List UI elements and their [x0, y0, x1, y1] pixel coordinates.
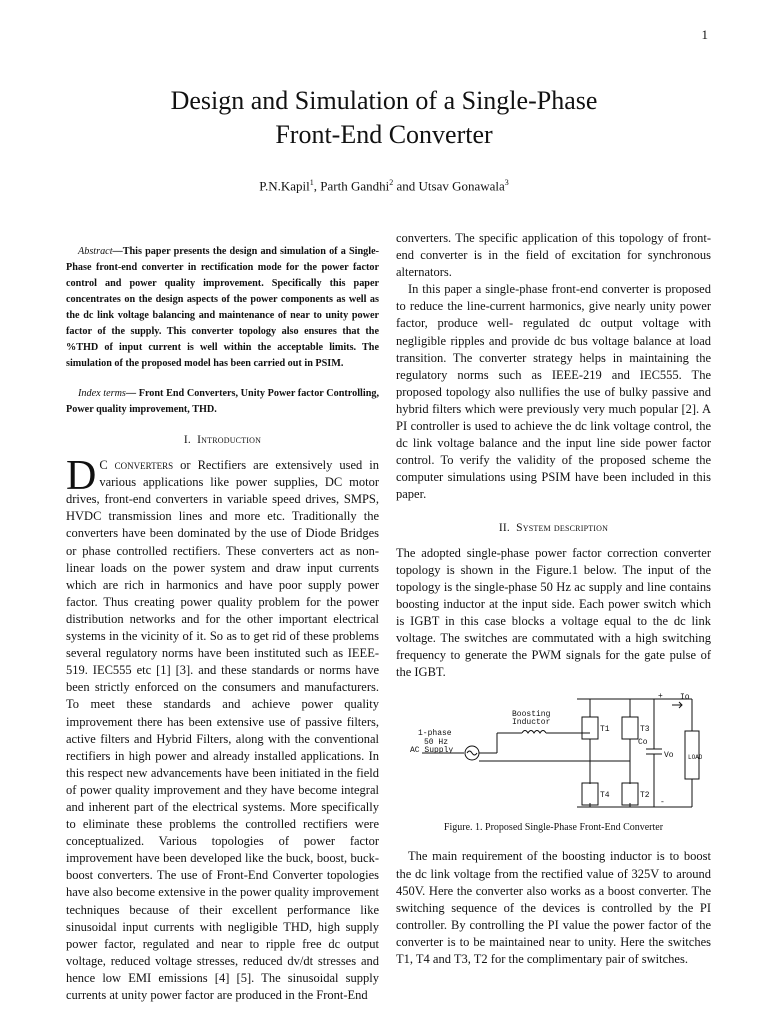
- title-line-1: Design and Simulation of a Single-Phase: [170, 86, 598, 115]
- system-description-paragraph-2: The main requirement of the boosting inductor is to boost the dc link voltage from the rectified value of 325V to around 450V. Here the converter also works as a boost converter. The switching sequence of the devices is controlled by the PI controller. By controlling the PI value the power factor of the converter is to be maintained near to unity. Here the switches T1, T4 and T3, T2 for the complimentary pair of switches.: [396, 849, 711, 966]
- igbt-t4: [582, 783, 598, 805]
- author-1: P.N.Kapil: [259, 178, 310, 194]
- title-line-2: Front-End Converter: [275, 120, 493, 149]
- label-1-phase: 1-phase: [418, 729, 452, 739]
- label-plus: +: [658, 692, 663, 702]
- section-title: Introduction: [197, 434, 262, 446]
- label-load: LOAD: [688, 754, 702, 762]
- author-3-affiliation: 3: [504, 178, 509, 187]
- index-terms-text: — Front End Converters, Unity Power factor Controlling, Power quality improvement, THD.: [66, 388, 380, 415]
- right-column: [396, 230, 711, 968]
- section-title: System description: [516, 521, 609, 534]
- label-minus: -: [660, 798, 665, 808]
- label-ac-supply: AC Supply: [410, 746, 454, 756]
- abstract-dash: —: [112, 246, 123, 257]
- section-heading-introduction: [66, 432, 379, 449]
- index-terms-label: Index terms: [78, 388, 126, 399]
- igbt-t3: [622, 717, 638, 739]
- intro-continuation: converters. The specific application of this topology of front-end converter is in the field of excitation for synchronous alternators.: [396, 231, 711, 280]
- label-io: Io: [680, 693, 690, 703]
- author-3: and Utsav Gonawala: [393, 178, 505, 194]
- boost-inductor: [522, 731, 546, 734]
- label-boosting: Boosting: [512, 710, 551, 720]
- paper-title: [60, 84, 708, 152]
- section-heading-system-description: [396, 520, 711, 537]
- label-50hz: 50 Hz: [424, 738, 449, 748]
- page-number: 1: [701, 27, 708, 42]
- label-t3: T3: [640, 725, 650, 735]
- index-terms: [66, 386, 379, 418]
- drop-cap: D: [66, 453, 97, 500]
- label-t2: T2: [640, 791, 650, 801]
- figure-1-caption: Figure. 1. Proposed Single-Phase Front-End Converter: [443, 822, 664, 834]
- author-1-affiliation: 1: [309, 178, 314, 187]
- label-t1: T1: [600, 725, 610, 735]
- intro-first-words: C converters: [99, 458, 174, 473]
- abstract-text: This paper presents the design and simulation of a Single-Phase front-end converter in rectification mode for the power factor control and power quality improvement. Specifically this paper concentrates on the design aspects of the power components as well as the dc link voltage balancing and maintenance of near to unity power factor of the supply. This converter topology also ensures that the %THD of input current is well within the acceptable limits. The simulation of the proposed model has been carried out in PSIM.: [66, 246, 379, 369]
- igbt-t2: [622, 783, 638, 805]
- label-co: Co: [638, 738, 648, 748]
- system-description-paragraph-1: The adopted single-phase power factor correction converter topology is shown in the Figure.1 below. The input of the topology is the single-phase 50 Hz ac supply and line contains boosting inductor at the input side. Each power switch which is IGBT in this case blocks a voltage equal to the dc link voltage. The switches are commutated with a high switching frequency to generate the PWM signals for the gate pulse of the IGBT.: [396, 545, 711, 680]
- author-2: , Parth Gandhi: [313, 178, 390, 194]
- abstract-label: Abstract: [78, 246, 113, 257]
- label-inductor: Inductor: [512, 718, 551, 728]
- intro-body-text: or Rectifiers are extensively used in various applications like power supplies, DC motor drives, front-end converters in variable speed drives, SMPS, HVDC transmission lines and more etc. Traditionally the converters have been dominated by the use of Diode Bridges or phase controlled rectifiers. These converters act as non-linear loads on the power system and draw input currents which are rich in harmonics and have poor supply power factor. Thus creating power quality problem for the power distribution networks and for the other important electrical systems in the vicinity of it. So as to get rid of these problems several regulatory norms have been instituted such as IEEE-519. IEC555 etc [1] [3]. and these standards or norms have been strictly enforced on the consumers and manufacturers. To meet these standards and achieve power quality improvement there has been extensive use of passive filters, active filters and Hybrid Filters, along with the conventional rectifiers in high power and already installed applications. In this respect new advancements have been initiated in the field of power quality improvement and they have become integral and inherent part of the electrical systems. More specifically to eliminate these problems the controlled rectifiers were conceptualized. Various topologies of power factor improvement have been developed like the buck, boost, buck-boost converters. The use of Front-End Converter topologies have also become extensive in the power quality improvement techniques because of their excellent performance like sinusoidal input currents with negligible THD, high supply power factor, regulated and near to ripple free dc output voltage, reduced voltage stresses, reduced dv/dt stresses and hence low EMI emissions [4] [5]. The sinusoidal supply currents at unity power factor are produced in the Front-End: [66, 458, 379, 1002]
- label-t4: T4: [600, 791, 610, 801]
- introduction-paragraph: [66, 453, 379, 1004]
- figure-1-circuit: [396, 689, 711, 813]
- author-list: [60, 178, 708, 194]
- label-vo: Vo: [664, 751, 674, 761]
- left-column: [66, 244, 379, 1004]
- section-numeral: I.: [183, 434, 191, 446]
- abstract: [66, 244, 379, 372]
- converter-schematic: [402, 689, 702, 813]
- intro-paragraph-2: In this paper a single-phase front-end converter is proposed to reduce the line-current harmonics, give nearly unity power factor, produce well- regulated dc output voltage with negligible ripples and provide dc bus voltage balance at load transition. The converter strategy helps in maintaining the regulatory norms such as IEEE-219 and IEC555. The proposed topology also nullifies the use of bulky passive and hybrid filters which were previously very much popular [2]. A PI controller is used to achieve the dc link voltage control, the dc link voltage balance and the input line side power factor control. To verify the validity of the proposed scheme the computer simulations using PSIM have been included in this paper.: [396, 282, 711, 502]
- igbt-t1: [582, 717, 598, 739]
- author-2-affiliation: 2: [389, 178, 394, 187]
- section-numeral: II.: [498, 521, 510, 534]
